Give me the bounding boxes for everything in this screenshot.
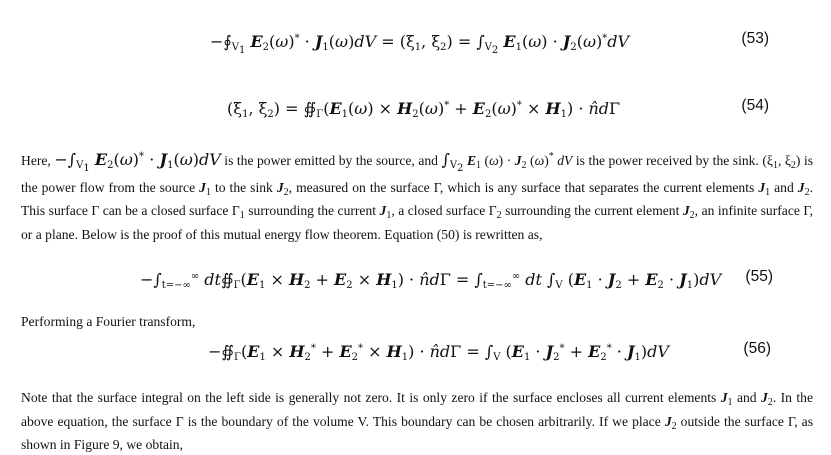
paragraph-3: Note that the surface integral on the left side is generally not zero. It is only zero if the surface encloses all current elements $J_1$ and $J_2$. In the above equation, the surface Γ is the boundary of the volume V. This boundary can be chosen arbitrarily. If we place $J_2$ outside the surface Γ, as shown in Figure 9, we obtain,	[21, 390, 813, 453]
paragraph-2: Performing a Fourier transform,	[21, 314, 196, 329]
equation-number: (54)	[741, 97, 769, 114]
equation-number: (53)	[741, 30, 769, 47]
paragraph-1: Here, $-\int_{V1}$ $E_2(\omega)^* \cdot J_1(\omega)dV$ is the power emitted by the source, and $\int_{V2}$ $E_1$ $(\omega) \cdot J_2$ (ω)* dV is the power received by the sink. ($\xi_1$, $\xi_2$) is the power flow from the source $J_1$ to the sink $J_2$, measured on the surface Γ, which is any surface that separates the current elements $J_1$ and $J_2$. This surface Γ can be a closed surface $\Gamma_1$ surrounding the current $J_1$, a closed surface $\Gamma_2$ surrounding the current element $J_2$, an infinite surface Γ, or a plane. Below is the proof of this mutual energy flow theorem. Equation (50) is rewritten as,	[21, 150, 814, 242]
equation-number: (55)	[745, 268, 773, 285]
equation-53: $-∮_{V1}$ $E_2(\omega)^* \cdot J_1(\omega)dV = (\xi_1$, $\xi_2) = \int_{V2}$ $E_1(\omega) \cdot J_2(\omega)^*dV$ (53)	[0, 26, 831, 52]
equation-55: $-\int_{t=-\infty}^\infty$ $dt∯_\Gamma(E_1 \times H_2 + E_2 \times H_1)$ · n̂dΓ = $\int_{t=-\infty}^\infty$ dt $\int_V$ $(E_1 \cdot J_2 + E_2 \cdot J_1)dV$ (55)	[0, 264, 831, 290]
equation-56: $-∯_\Gamma(E_1 \times H_2^* + E_2^* \times H_1)$ · n̂dΓ = $\int_V$ $(E_1 \cdot J_2^* + E_2^* \cdot J_1)dV$ (56)	[0, 336, 831, 362]
equation-54: ($\xi_1$, $\xi_2$) = $∯_\Gamma(E_1(\omega) \times H_2(\omega)^* + E_2(\omega)^* \times H_1)$ · n̂dΓ (54)	[0, 93, 831, 119]
equation-number: (56)	[743, 340, 771, 357]
